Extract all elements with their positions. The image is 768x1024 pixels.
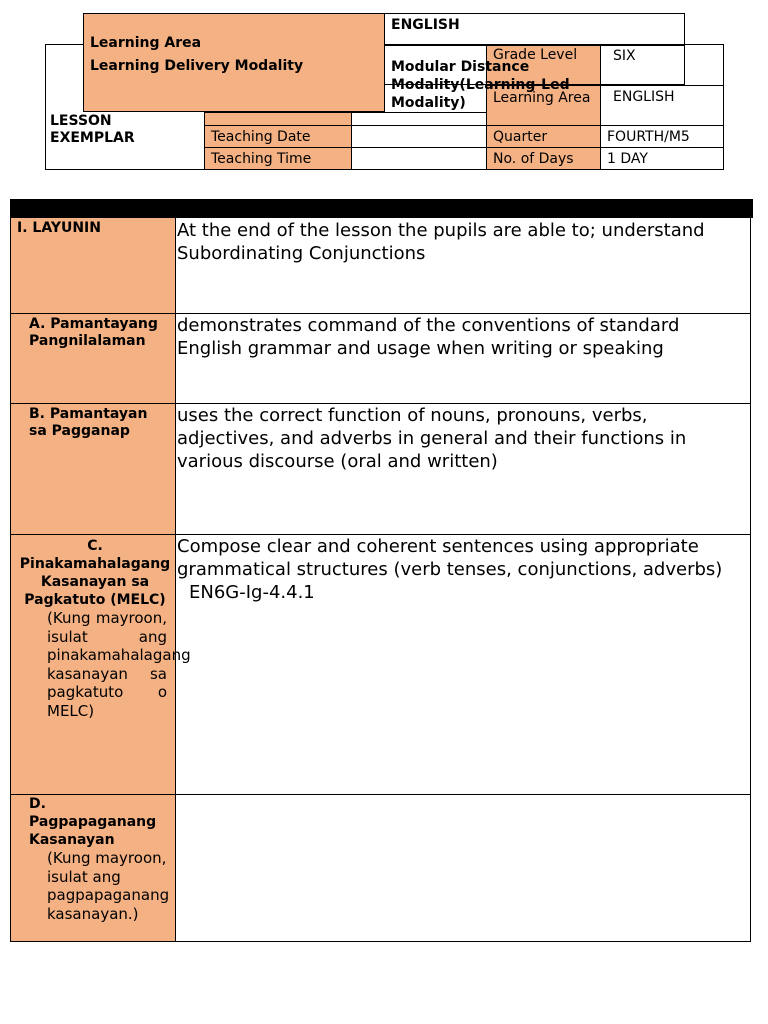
learning-area-label: Learning Area xyxy=(90,35,202,51)
teaching-date-label: Teaching Date xyxy=(204,125,352,148)
learning-area2-label: Learning Area xyxy=(486,85,601,126)
row-b-content[interactable]: uses the correct function of nouns, pronouns, verbs, adjectives, and adverbs in general and their functions in various discourse (oral and written) xyxy=(175,403,751,535)
row-c-code: EN6G-Ig-4.4.1 xyxy=(189,582,315,603)
blank-value-cell xyxy=(351,112,487,126)
days-label: No. of Days xyxy=(486,147,601,170)
row-c-content: Compose clear and coherent sentences using appropriate grammatical structures (verb tenses, conjunctions, adverbs) xyxy=(177,536,723,580)
row-d-label: D. Pagpapaganang Kasanayan xyxy=(29,796,157,848)
grade-level-label: Grade Level xyxy=(486,44,601,86)
modality-value: Modular Distance Modality(Learning-Led Modality) xyxy=(391,59,570,111)
lesson-exemplar-label: LESSON EXEMPLAR xyxy=(50,113,135,146)
days-value: 1 DAY xyxy=(600,147,724,170)
row-a-content[interactable]: demonstrates command of the conventions of standard English grammar and usage when writing or speaking xyxy=(175,313,751,404)
quarter-value: FOURTH/M5 xyxy=(600,125,724,148)
row-d-content[interactable] xyxy=(175,794,751,942)
row-d-note: (Kung mayroon, isulat ang pagpapaganang kasanayan.) xyxy=(47,849,170,923)
quarter-label: Quarter xyxy=(486,125,601,148)
row-b-label: B. Pamantayan sa Pagganap xyxy=(10,403,176,535)
learning-area2-value: ENGLISH xyxy=(600,85,724,126)
teaching-date-value[interactable] xyxy=(351,125,487,148)
teaching-time-value[interactable] xyxy=(351,147,487,170)
blank-label-cell xyxy=(204,112,352,126)
row-c-note: (Kung mayroon, isulat ang pinakamahalagang kasanayan sa pagkatuto o MELC) xyxy=(47,609,191,720)
row-c-label: C. Pinakamahalagang Kasanayan sa Pagkatuto (MELC) xyxy=(19,538,171,608)
row-a-label: A. Pamantayang Pangnilalaman xyxy=(10,313,176,404)
row-layunin-content[interactable]: At the end of the lesson the pupils are able to; understand Subordinating Conjunctions xyxy=(175,217,751,314)
row-d-label-cell xyxy=(10,794,176,942)
table-header-bar xyxy=(10,199,753,218)
learning-area-value: ENGLISH xyxy=(384,13,685,46)
row-layunin-label: I. LAYUNIN xyxy=(10,217,176,314)
row-c-content-cell[interactable] xyxy=(175,534,751,795)
teaching-time-label: Teaching Time xyxy=(204,147,352,170)
row-c-label-cell xyxy=(10,534,191,795)
grade-level-value: SIX xyxy=(600,44,724,86)
modality-label: Learning Delivery Modality xyxy=(90,58,304,74)
